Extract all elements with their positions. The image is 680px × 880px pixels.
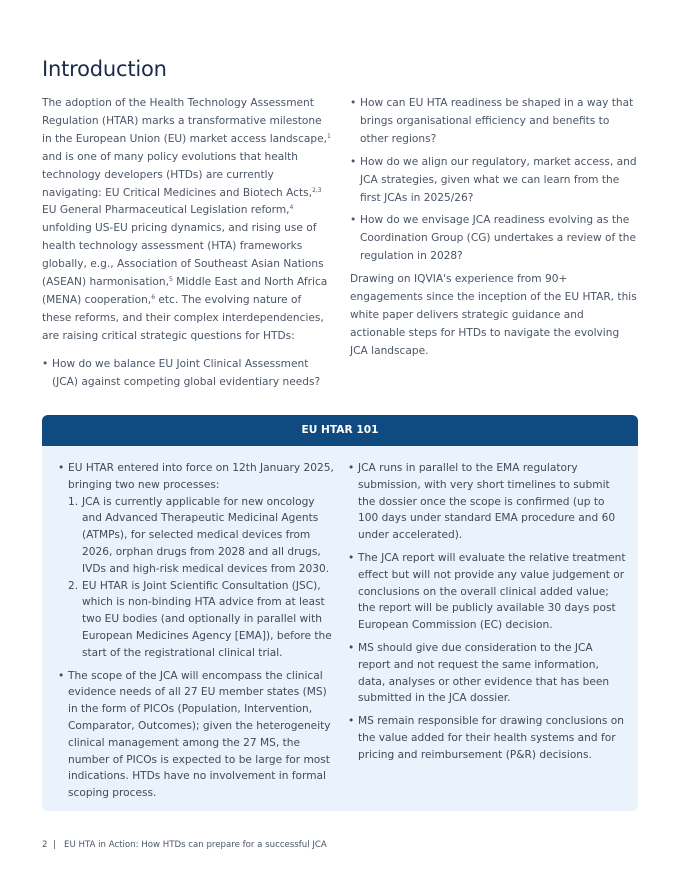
bullet-icon: • [350,155,357,168]
intro-right-column [350,95,640,361]
box-bullet-list [348,460,628,764]
footnote-ref: 4 [289,204,294,212]
footnote-ref: 1 [327,132,331,140]
bullet-icon: • [350,214,357,227]
numbered-item: 2. EU HTAR is Joint Scientific Consultation (JSC), which is non-binding HTA advice from at least two EU bodies (and optionally in parallel with European Medicines Agency [EMA]), before the start of the registrational clinical trial. [68,579,332,659]
page-title: Introduction [42,57,167,81]
intro-left-column [42,95,332,392]
question-list [350,95,640,266]
footer-separator: | [52,840,56,850]
page-number: 2 [42,840,48,850]
footnote-ref: 5 [168,276,173,284]
bullet-icon: • [348,641,355,654]
question-item: • How do we balance EU Joint Clinical Assessment (JCA) against competing global evidentiary needs? [42,357,321,388]
footer-title: EU HTA in Action: How HTDs can prepare for a successful JCA [64,840,327,850]
eu-htar-101-box [42,415,638,811]
box-bullet-item: • The scope of the JCA will encompass the clinical evidence needs of all 27 EU member states (MS) in the form of PICOs (Population, Intervention, Comparator, Outcomes); given the heterogeneity clinical management among the 27 MS, the number of PICOs is expected to be large for most indications. HTDs have no involvement in formal scoping process. [58,669,331,800]
numbered-list [68,494,334,662]
question-list [42,356,332,392]
bullet-icon: • [350,97,357,109]
bullet-icon: • [58,669,65,682]
box-header: EU HTAR 101 [42,415,638,446]
bullet-icon: • [42,357,49,370]
question-item: • How do we align our regulatory, market access, and JCA strategies, given what we can learn from the first JCAs in 2025/26? [350,155,637,204]
box-bullet-item: • EU HTAR entered into force on 12th January 2025, bringing two new processes: 1. JCA is currently applicable for new oncology and Advanced Therapeutic Medicinal Agents (ATMPs), for selected medical devices from 2026, orphan drugs from 2028 and all drugs, IVDs and high-risk medical devices from 2030. 2. EU HTAR is Joint Scientific Consultation (JSC), which is non-binding HTA advice from at least two EU bodies (and optionally in parallel with European Medicines Agency [EMA]), before the start of the registrational clinical trial. [58,460,334,662]
box-right-column [348,460,628,770]
bullet-icon: • [348,462,355,474]
box-bullet-item: • MS should give due consideration to the JCA report and not request the same information, data, analyses or other evidence that has been submitted in the JCA dossier. [348,641,610,705]
numbered-item: 1. JCA is currently applicable for new oncology and Advanced Therapeutic Medicinal Agents (ATMPs), for selected medical devices from 2026, orphan drugs from 2028 and all drugs, IVDs and high-risk medical devices from 2030. [68,495,330,575]
box-bullet-item: • The JCA report will evaluate the relative treatment effect but will not provide any value judgement or conclusions on the overall clinical added value; the report will be publicly available 30 days post European Commission (EC) decision. [348,551,626,632]
box-bullet-item: • MS remain responsible for drawing conclusions on the value added for their health systems and for pricing and reimbursement (P&R) decisions. [348,715,624,761]
box-bullet-list [58,460,334,802]
box-bullet-item: • JCA runs in parallel to the EMA regulatory submission, with very short timelines to submit the dossier once the scope is confirmed (up to 100 days under standard EMA procedure and 60 under accelerated). [348,462,616,542]
bullet-icon: • [348,715,355,728]
footnote-ref: 2,3 [312,186,322,194]
bullet-icon: • [58,462,65,474]
question-item: • How can EU HTA readiness be shaped in a way that brings organisational efficiency and benefits to other regions? [350,97,634,145]
box-left-column [58,460,334,808]
page-footer [42,840,327,850]
closing-paragraph: Drawing on IQVIA's experience from 90+ engagements since the inception of the EU HTAR, this white paper delivers strategic guidance and actionable steps for HTDs to navigate the evolving JCA landscape. [350,273,637,357]
question-item: • How do we envisage JCA readiness evolving as the Coordination Group (CG) undertakes a review of the regulation in 2028? [350,214,636,263]
footnote-ref: 6 [151,293,156,301]
bullet-icon: • [348,551,355,564]
intro-paragraph: The adoption of the Health Technology Assessment Regulation (HTAR) marks a transformative milestone in the European Union (EU) market access landscape,$^1$ and is one of many policy evolutions that health technology developers (HTDs) are currently navigating: EU Critical Medicines and Biotech Acts,$^{2,3}$ EU General Pharmaceutical Legislation reform,$^4$ unfolding US-EU pricing dynamics, and rising use of health technology assessment (HTA) frameworks globally, e.g., Association of Southeast Asian Nations (ASEAN) harmonisation,$^5$ Middle East and North Africa (MENA) cooperation,$^6$ etc. The evolving nature of these reforms, and their complex interdependencies, are raising critical strategic questions for HTDs: [42,97,331,342]
